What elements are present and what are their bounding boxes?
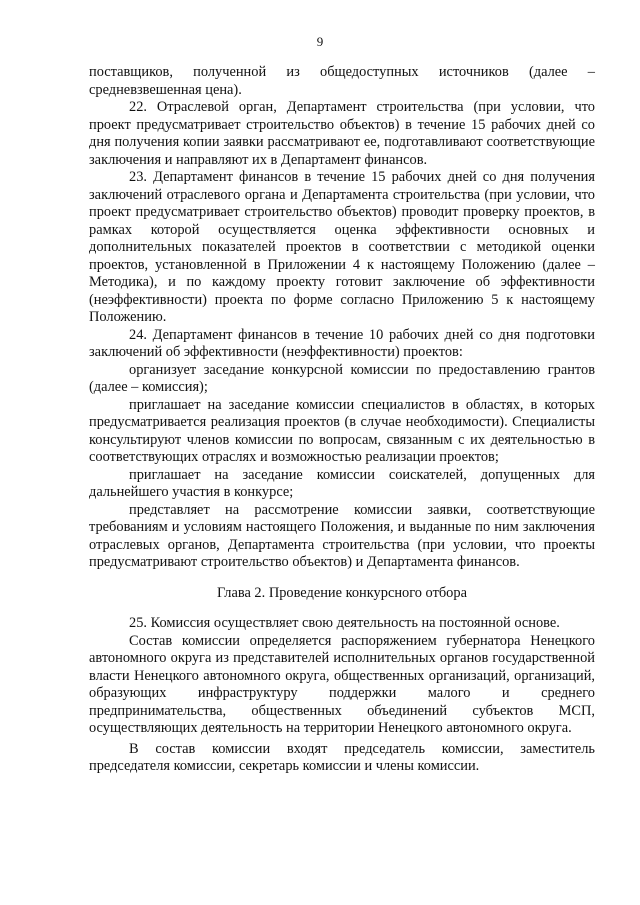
paragraph-commission-members: В состав комиссии входят председатель комиссии, заместитель председателя комиссии, секретарь комиссии и члены комиссии. bbox=[89, 740, 595, 774]
paragraph-continuation: поставщиков, полученной из общедоступных источников (далее – средневзвешенная цена). bbox=[89, 64, 595, 98]
paragraph-24-item-invite-specialists: приглашает на заседание комиссии специалистов в областях, в которых предусматривается реализация проектов (в случае необходимости). Специалисты консультируют членов комиссии по вопросам, связанным с их деятельностью в соответствующих отраслях и возможностью реализации проектов; bbox=[89, 396, 595, 465]
paragraph-24-item-invite-applicants: приглашает на заседание комиссии соискателей, допущенных для дальнейшего участия в конкурсе; bbox=[89, 466, 595, 500]
chapter-heading: Глава 2. Проведение конкурсного отбора bbox=[217, 584, 467, 601]
paragraph-24: 24. Департамент финансов в течение 10 рабочих дней со дня подготовки заключений об эффективности (неэффективности) проектов: bbox=[89, 326, 595, 360]
page-number: 9 bbox=[316, 34, 324, 49]
document-body bbox=[89, 64, 595, 776]
paragraph-22: 22. Отраслевой орган, Департамент строительства (при условии, что проект предусматривает строительство объектов) в течение 15 рабочих дней со дня получения копии заявки рассматривают ее, подготавливают соответствующие заключения и направляют их в Департамент финансов. bbox=[89, 99, 595, 168]
paragraph-23: 23. Департамент финансов в течение 15 рабочих дней со дня получения заключений отраслевого органа и Департамента строительства (при условии, что проект предусматривает строительство объектов) проводит проверку проектов, в рамках которой осуществляется оценка эффективности основных и дополнительных показателей проектов в соответствии с методикой оценки проектов, установленной в Приложении 4 к настоящему Положению (далее – Методика), и по каждому проекту готовит заключение об эффективности (неэффективности) проекта по форме согласно Приложению 5 к настоящему Положению. bbox=[89, 169, 595, 325]
paragraph-24-item-present: представляет на рассмотрение комиссии заявки, соответствующие требованиям и условиям настоящего Положения, и выданные по ним заключения отраслевых органов, Департамента строительства (при условии, что проекты предусматривают строительство объектов) и Департамента финансов. bbox=[89, 501, 595, 570]
paragraph-24-item-organize: организует заседание конкурсной комиссии по предоставлению грантов (далее – комиссия); bbox=[89, 361, 595, 395]
paragraph-25: 25. Комиссия осуществляет свою деятельность на постоянной основе. bbox=[129, 615, 560, 631]
paragraph-commission-composition: Состав комиссии определяется распоряжением губернатора Ненецкого автономного округа из представителей исполнительных органов государственной власти Ненецкого автономного округа, общественных организаций, организаций, образующих инфраструктуру поддержки малого и среднего предпринимательства, общественных объединений субъектов МСП, осуществляющих деятельность на территории Ненецкого автономного округа. bbox=[89, 632, 595, 736]
